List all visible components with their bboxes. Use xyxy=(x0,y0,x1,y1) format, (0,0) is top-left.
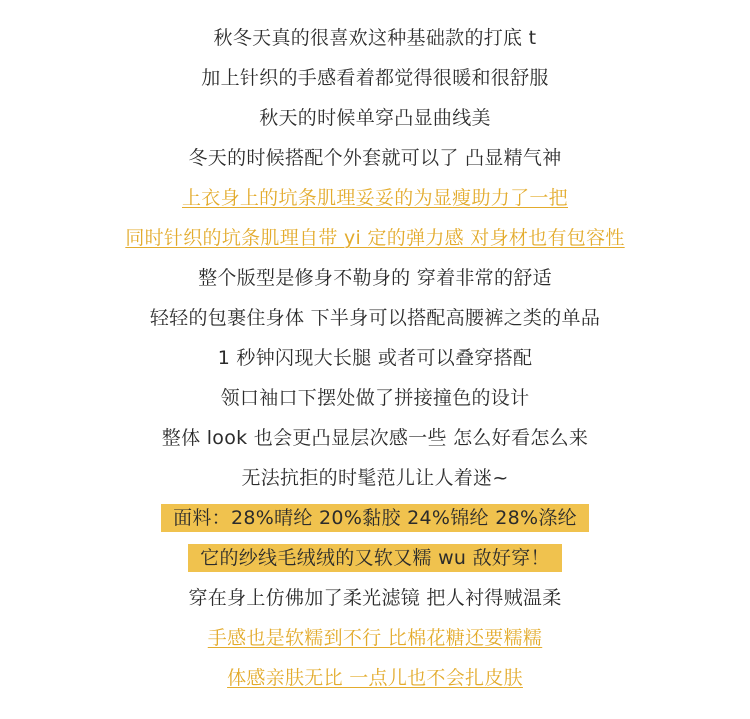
highlight-line xyxy=(0,538,750,578)
text-line xyxy=(0,338,750,378)
accent-line xyxy=(0,218,750,258)
text-line xyxy=(0,418,750,458)
line-text: 穿在身上仿佛加了柔光滤镜 把人衬得贼温柔 xyxy=(188,587,562,609)
line-text: 秋天的时候单穿凸显曲线美 xyxy=(259,107,491,129)
line-text: 冬天的时候搭配个外套就可以了 凸显精气神 xyxy=(188,147,562,169)
fabric-composition-highlight: 面料：28%晴纶 20%黏胶 24%锦纶 28%涤纶 xyxy=(161,504,589,532)
accent-underlined-text: 同时针织的坑条肌理自带 yi 定的弹力感 对身材也有包容性 xyxy=(125,227,625,249)
line-text: 整个版型是修身不勒身的 穿着非常的舒适 xyxy=(198,267,552,289)
yarn-feature-highlight: 它的纱线毛绒绒的又软又糯 wu 敌好穿！ xyxy=(188,544,562,572)
line-text: 无法抗拒的时髦范儿让人着迷~ xyxy=(241,467,509,489)
text-line xyxy=(0,58,750,98)
accent-line xyxy=(0,658,750,698)
accent-underlined-text: 上衣身上的坑条肌理妥妥的为显瘦助力了一把 xyxy=(181,187,568,209)
accent-underlined-text: 手感也是软糯到不行 比棉花糖还要糯糯 xyxy=(207,627,543,649)
text-line xyxy=(0,18,750,58)
text-line xyxy=(0,98,750,138)
text-line xyxy=(0,298,750,338)
accent-line xyxy=(0,178,750,218)
line-text: 整体 look 也会更凸显层次感一些 怎么好看怎么来 xyxy=(161,427,589,449)
line-text: 轻轻的包裹住身体 下半身可以搭配高腰裤之类的单品 xyxy=(149,307,601,329)
line-text: 秋冬天真的很喜欢这种基础款的打底 t xyxy=(213,27,537,49)
highlight-line xyxy=(0,498,750,538)
text-line xyxy=(0,458,750,498)
text-line xyxy=(0,138,750,178)
line-text: 领口袖口下摆处做了拼接撞色的设计 xyxy=(220,387,530,409)
line-text: 1 秒钟闪现大长腿 或者可以叠穿搭配 xyxy=(217,347,533,369)
text-line xyxy=(0,578,750,618)
accent-line xyxy=(0,618,750,658)
text-line xyxy=(0,258,750,298)
accent-underlined-text: 体感亲肤无比 一点儿也不会扎皮肤 xyxy=(227,667,523,689)
line-text: 加上针织的手感看着都觉得很暖和很舒服 xyxy=(201,67,549,89)
text-line xyxy=(0,378,750,418)
